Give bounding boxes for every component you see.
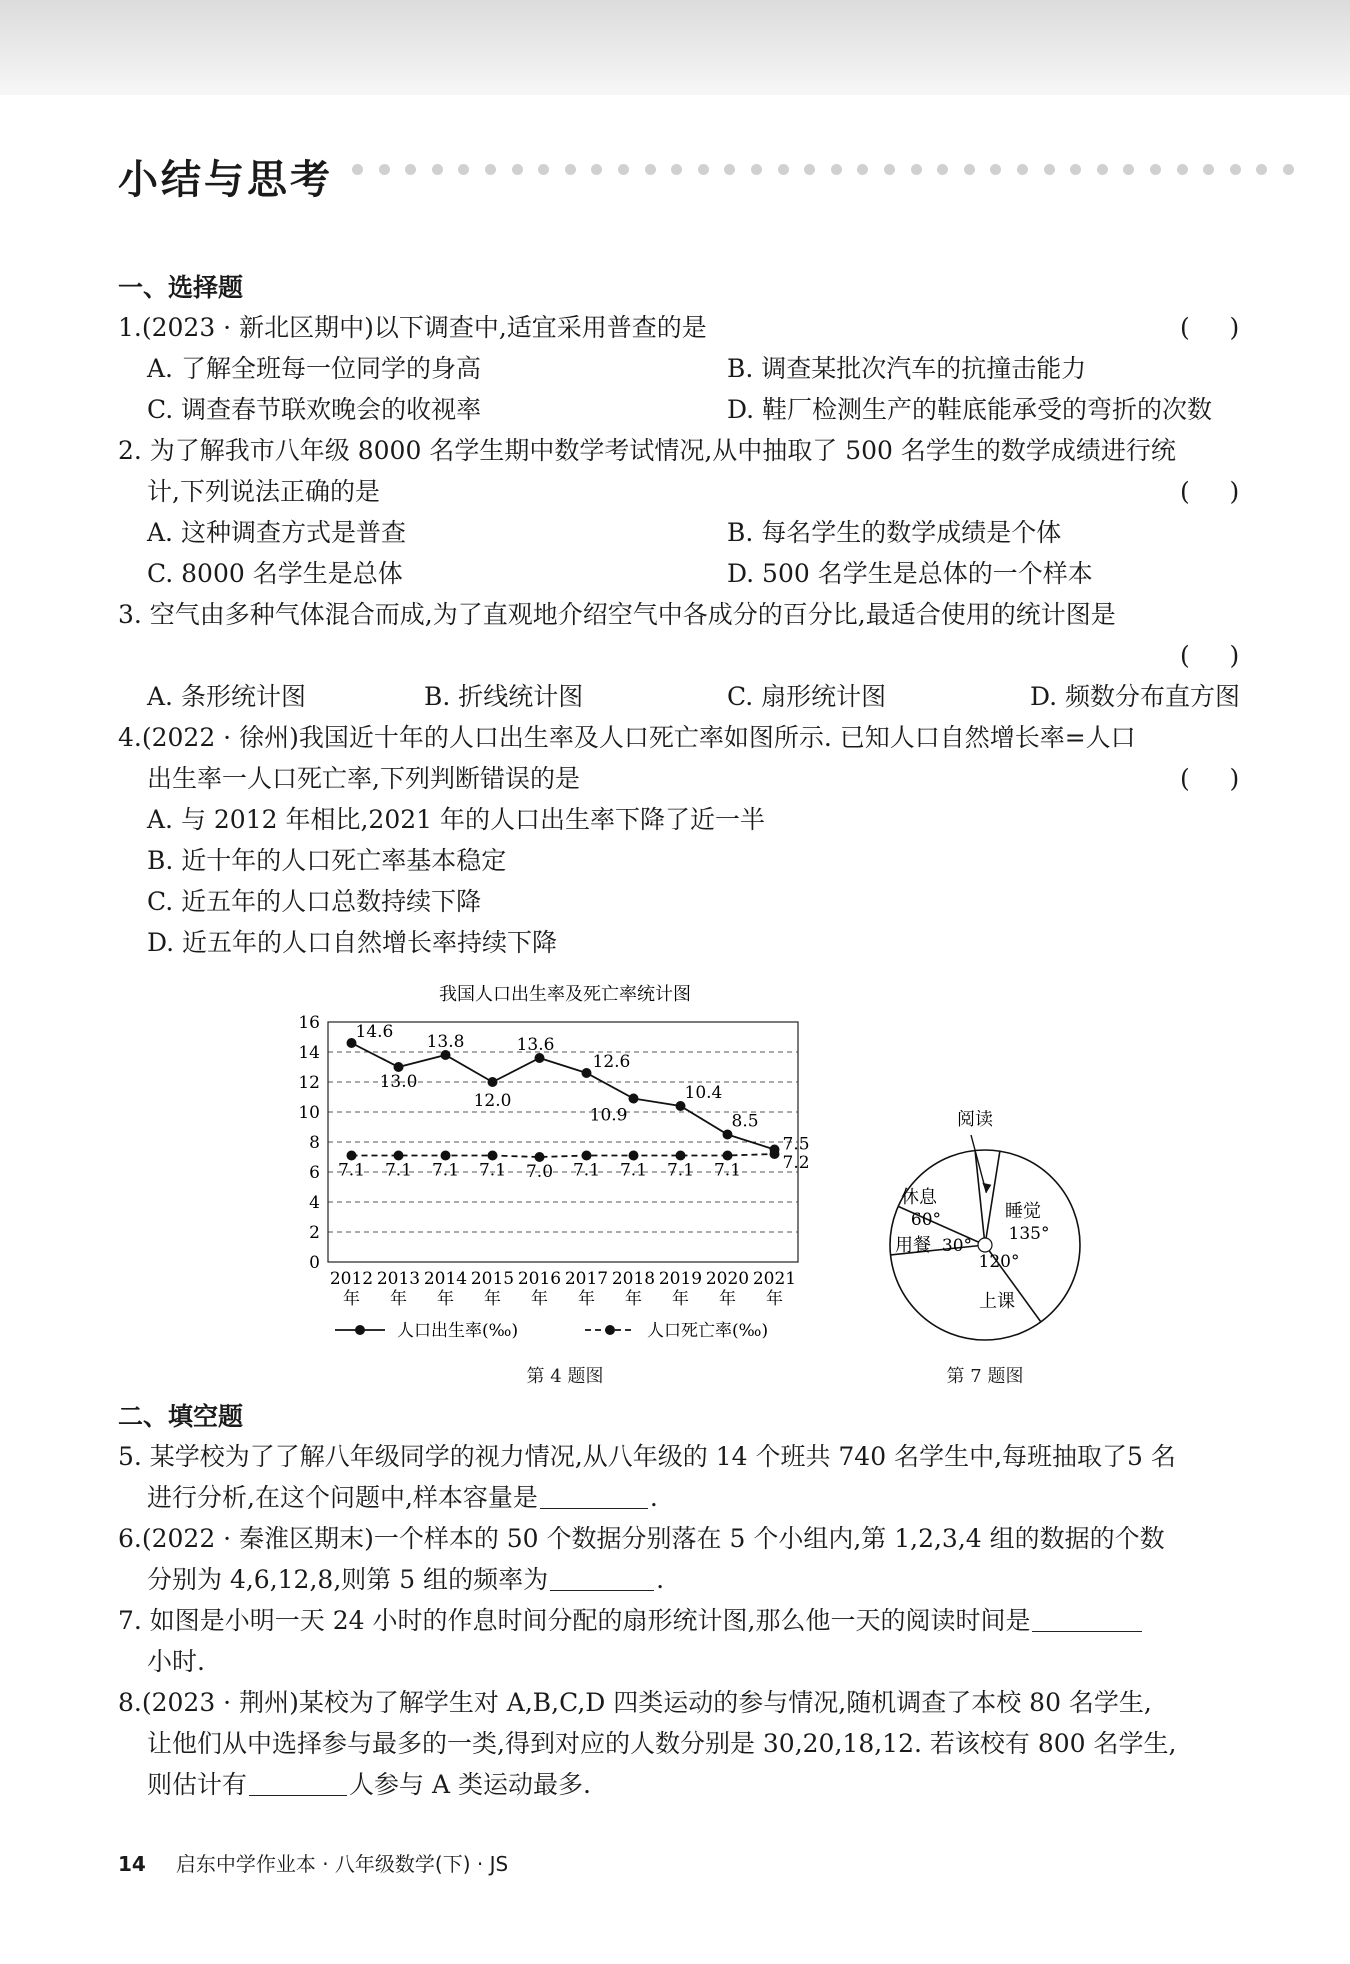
divider-dot [751,164,762,175]
data-point [629,1151,639,1161]
q2-option-d: D. 500 名学生是总体的一个样本 [727,559,1093,588]
y-tick-label: 8 [309,1133,320,1153]
q8-answer-blank[interactable] [249,1769,347,1796]
question-7-line-1 [118,1604,1144,1638]
y-tick-label: 0 [309,1253,320,1273]
x-tick-suffix: 年 [625,1289,642,1309]
question-8-line-2: 让他们从中选择参与最多的一类,得到对应的人数分别是 30,20,18,12. 若该校有 800 名学生, [147,1729,1177,1758]
pie-slice-label: 休息 [901,1187,937,1208]
question-4-stem: 4.(2022 · 徐州)我国近十年的人口出生率及人口死亡率如图所示. 已知人口自然增长率=人口 [118,723,1136,752]
q4-option-a: A. 与 2012 年相比,2021 年的人口出生率下降了近一半 [147,805,765,834]
x-tick-label: 2021 [752,1269,797,1289]
y-tick-label: 14 [298,1043,320,1063]
q6-period: . [656,1565,665,1594]
x-tick-label: 2018 [611,1269,656,1289]
question-8-line-1: 8.(2023 · 荆州)某校为了解学生对 A,B,C,D 四类运动的参与情况,随机调查了本校 80 名学生, [118,1688,1152,1717]
q6-text: 分别为 4,6,12,8,则第 5 组的频率为 [147,1565,549,1594]
divider-dot [405,164,416,175]
q8-text-end: 人参与 A 类运动最多. [349,1770,591,1799]
divider-dot [831,164,842,175]
data-label: 7.1 [666,1160,695,1181]
y-tick-label: 6 [309,1163,320,1183]
q4-option-c: C. 近五年的人口总数持续下降 [147,887,482,916]
legend-marker [355,1325,365,1335]
x-tick-suffix: 年 [343,1289,360,1309]
section-heading-fill: 二、填空题 [118,1402,244,1431]
data-point [676,1151,686,1161]
answer-bracket-q3[interactable]: ( ) [1180,641,1240,670]
x-tick-suffix: 年 [719,1289,736,1309]
q4-option-d: D. 近五年的人口自然增长率持续下降 [147,928,558,957]
question-6-line-2 [147,1563,664,1597]
data-label: 10.4 [684,1083,723,1103]
pie-slice-label: 上课 [979,1291,1015,1312]
chart-title: 我国人口出生率及死亡率统计图 [439,984,691,1005]
page-footer [118,1848,508,1877]
x-tick-suffix: 年 [578,1289,595,1309]
divider-dot [591,164,602,175]
q2-option-c: C. 8000 名学生是总体 [147,559,403,588]
divider-dot [884,164,895,175]
data-point [394,1151,404,1161]
data-label: 7.5 [782,1134,810,1155]
q5-period: . [649,1483,658,1512]
data-point [723,1151,733,1161]
data-point [488,1077,498,1087]
q1-option-d: D. 鞋厂检测生产的鞋底能承受的弯折的次数 [727,395,1213,424]
data-label: 7.1 [713,1160,742,1181]
data-label: 7.0 [525,1162,554,1182]
y-tick-label: 12 [298,1073,320,1093]
divider-dot [565,164,576,175]
x-tick-label: 2019 [658,1269,703,1289]
data-label: 13.0 [379,1072,418,1092]
divider-dot [671,164,682,175]
data-point [582,1068,592,1078]
legend-label: 人口死亡率(‰) [647,1321,769,1341]
section-heading-choice: 一、选择题 [118,273,244,302]
y-tick-label: 16 [298,1013,320,1033]
figure-4-caption: 第 4 题图 [526,1366,604,1387]
divider-dot [379,164,390,175]
question-8-line-3 [147,1768,591,1802]
question-2-stem: 2. 为了解我市八年级 8000 名学生期中数学考试情况,从中抽取了 500 名学生的数学成绩进行统 [118,436,1176,465]
data-label: 7.1 [337,1160,366,1181]
pie-slice-label: 阅读 [957,1110,993,1130]
answer-bracket-q4[interactable]: ( ) [1180,764,1240,793]
birth-death-rate-chart [290,970,860,1350]
divider-dot [778,164,789,175]
divider-dot [1123,164,1134,175]
data-point [582,1151,592,1161]
y-tick-label: 2 [309,1223,320,1243]
divider-dot [1283,164,1294,175]
divider-dot [538,164,549,175]
daily-schedule-pie-chart [870,1110,1100,1360]
divider-dot [352,164,363,175]
question-2-stem-cont: 计,下列说法正确的是 [147,477,380,506]
q2-option-b: B. 每名学生的数学成绩是个体 [727,518,1062,547]
data-label: 14.6 [355,1022,394,1042]
pie-slice-label: 用餐 [895,1235,931,1256]
data-point [629,1094,639,1104]
x-tick-suffix: 年 [437,1289,454,1309]
data-label: 12.6 [592,1052,631,1072]
pie-center-arc [978,1238,992,1252]
legend-marker [605,1325,615,1335]
q3-option-c: C. 扇形统计图 [727,682,887,711]
x-tick-suffix: 年 [531,1289,548,1309]
divider-dot [911,164,922,175]
answer-bracket-q2[interactable]: ( ) [1180,477,1240,506]
data-point [347,1151,357,1161]
data-label: 7.2 [782,1153,810,1173]
pie-angle-label: 30° [941,1236,973,1256]
data-label: 13.8 [426,1032,465,1052]
book-title: 启东中学作业本 · 八年级数学(下) · JS [175,1852,509,1876]
data-label: 7.1 [478,1160,507,1181]
legend-label: 人口出生率(‰) [397,1321,519,1341]
x-tick-label: 2017 [564,1269,609,1289]
y-tick-label: 4 [309,1193,320,1213]
divider-dot [1177,164,1188,175]
q5-answer-blank[interactable] [540,1482,648,1509]
divider-dot [512,164,523,175]
divider-dot [1256,164,1267,175]
divider-dot [432,164,443,175]
q1-option-c: C. 调查春节联欢晚会的收视率 [147,395,482,424]
divider-dot [618,164,629,175]
page-number: 14 [118,1852,146,1876]
divider-dot [1230,164,1241,175]
data-point [535,1152,545,1162]
y-tick-label: 10 [298,1103,320,1123]
x-tick-suffix: 年 [484,1289,501,1309]
divider-dot [1203,164,1214,175]
figure-7-caption: 第 7 题图 [946,1366,1024,1387]
question-3-stem: 3. 空气由多种气体混合而成,为了直观地介绍空气中各成分的百分比,最适合使用的统计图是 [118,600,1116,629]
divider-dot [804,164,815,175]
divider-dot [724,164,735,175]
divider-dot [937,164,948,175]
q8-text: 则估计有 [147,1770,248,1799]
x-tick-suffix: 年 [766,1289,783,1309]
divider-dot [1097,164,1108,175]
q3-option-d: D. 频数分布直方图 [1030,682,1241,711]
q7-text: 7. 如图是小明一天 24 小时的作息时间分配的扇形统计图,那么他一天的阅读时间是 [118,1606,1031,1635]
x-tick-label: 2013 [376,1269,421,1289]
q3-option-a: A. 条形统计图 [147,682,306,711]
pie-angle-label: 120° [978,1252,1020,1272]
data-label: 7.1 [619,1160,648,1181]
page-title: 小结与思考 [118,157,333,203]
q7-answer-blank[interactable] [1032,1605,1142,1632]
question-4-stem-cont: 出生率一人口死亡率,下列判断错误的是 [147,764,580,793]
divider-dot [1070,164,1081,175]
series-line-death-rate [352,1154,775,1157]
data-label: 13.6 [516,1035,555,1055]
page-top-band [0,0,1350,95]
q1-option-a: A. 了解全班每一位同学的身高 [147,354,481,383]
answer-bracket-q1[interactable]: ( ) [1180,313,1240,342]
x-tick-suffix: 年 [672,1289,689,1309]
question-5-line-1: 5. 某学校为了了解八年级同学的视力情况,从八年级的 14 个班共 740 名学生中,每班抽取了5 名 [118,1442,1176,1471]
divider-dot [1044,164,1055,175]
question-7-line-2: 小时. [147,1647,205,1676]
data-label: 8.5 [731,1111,759,1132]
divider-dot [990,164,1001,175]
x-tick-label: 2012 [329,1269,374,1289]
divider-dot [485,164,496,175]
data-label: 10.9 [589,1105,628,1126]
data-label: 7.1 [431,1160,460,1181]
data-point [394,1062,404,1072]
q1-option-b: B. 调查某批次汽车的抗撞击能力 [727,354,1087,383]
divider-dot [645,164,656,175]
q4-option-b: B. 近十年的人口死亡率基本稳定 [147,846,507,875]
q6-answer-blank[interactable] [550,1564,654,1591]
q5-text: 进行分析,在这个问题中,样本容量是 [147,1483,538,1512]
divider-dot [458,164,469,175]
question-1-stem: 1.(2023 · 新北区期中)以下调查中,适宜采用普查的是 [118,313,707,342]
pie-angle-label: 135° [1008,1224,1050,1244]
data-point [441,1151,451,1161]
pie-angle-label: 60° [910,1210,942,1230]
q3-option-b: B. 折线统计图 [424,682,584,711]
q2-option-a: A. 这种调查方式是普查 [147,518,406,547]
x-tick-label: 2020 [705,1269,750,1289]
divider-dot [964,164,975,175]
x-tick-label: 2014 [423,1269,468,1289]
x-tick-label: 2016 [517,1269,562,1289]
data-label: 12.0 [473,1091,512,1111]
divider-dot [1150,164,1161,175]
data-point [488,1151,498,1161]
divider-dot [698,164,709,175]
data-point [770,1149,780,1159]
question-6-line-1: 6.(2022 · 秦淮区期末)一个样本的 50 个数据分别落在 5 个小组内,第 1,2,3,4 组的数据的个数 [118,1524,1165,1553]
divider-dot [1017,164,1028,175]
x-tick-label: 2015 [470,1269,515,1289]
data-label: 7.1 [384,1160,413,1181]
x-tick-suffix: 年 [390,1289,407,1309]
title-dot-divider [352,160,1312,180]
pie-slice-label: 睡觉 [1005,1201,1041,1222]
divider-dot [857,164,868,175]
question-5-line-2 [147,1481,658,1515]
data-label: 7.1 [572,1160,601,1181]
